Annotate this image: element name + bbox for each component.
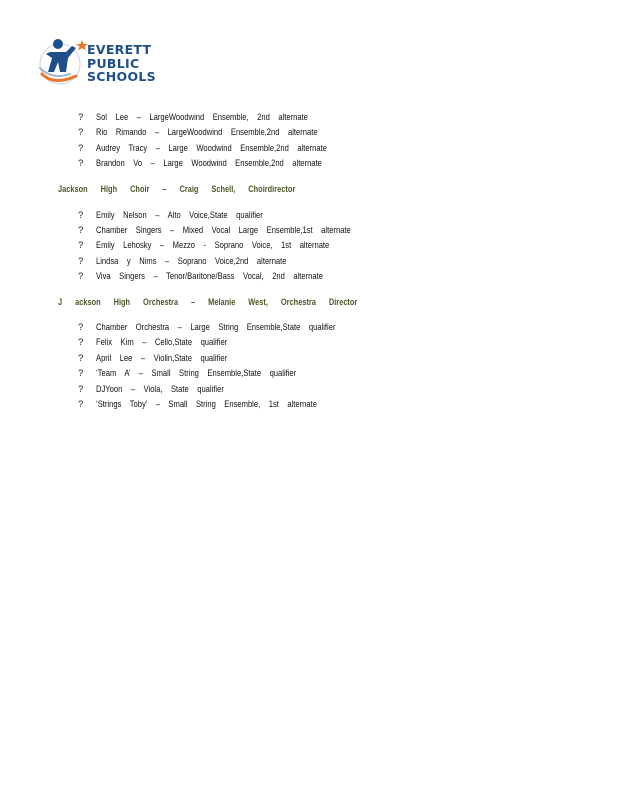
item-text: Felix Kim – Cello,State qualifier xyxy=(96,337,228,348)
item-text: ‘Strings Toby’ – Small String Ensemble, 1st alternate xyxy=(96,399,317,410)
bullet: ? xyxy=(78,256,84,267)
item-text: Lindsa y Nims – Soprano Voice,2nd alternate xyxy=(96,256,287,267)
bullet: ? xyxy=(78,143,84,154)
bullet: ? xyxy=(78,158,84,169)
logo-line-3: SCHOOLS xyxy=(87,69,156,84)
item-text: ‘Team A’ – Small String Ensemble,State qualifier xyxy=(96,368,297,379)
bullet: ? xyxy=(78,271,84,282)
logo-line-2: PUBLIC xyxy=(87,55,140,71)
item-text: Rio Rimando – LargeWoodwind Ensemble,2nd alternate xyxy=(96,127,318,138)
item-text: Chamber Orchestra – Large String Ensemble,State qualifier xyxy=(96,322,336,333)
bullet: ? xyxy=(78,353,84,364)
item-text: Brandon Vo – Large Woodwind Ensemble,2nd alternate xyxy=(96,158,322,169)
bullet: ? xyxy=(78,112,84,123)
bullet: ? xyxy=(78,240,84,251)
item-text: Emily Lehosky – Mezzo - Soprano Voice, 1st alternate xyxy=(96,240,330,251)
bullet: ? xyxy=(78,337,84,348)
item-text: Viva Singers – Tenor/Baritone/Bass Vocal, 2nd alternate xyxy=(96,271,323,282)
item-text: April Lee – Violin,State qualifier xyxy=(96,353,228,364)
section-heading-orchestra: J ackson High Orchestra – Melanie West, Orchestra Director xyxy=(58,297,358,308)
item-text: DJYoon – Viola, State qualifier xyxy=(96,384,224,395)
logo-line-1: EVERETT xyxy=(87,42,152,57)
item-text: Emily Nelson – Alto Voice,State qualifier xyxy=(96,210,263,221)
bullet: ? xyxy=(78,399,84,410)
bullet: ? xyxy=(78,127,84,138)
bullet: ? xyxy=(78,384,84,395)
bullet: ? xyxy=(78,225,84,236)
item-text: Chamber Singers – Mixed Vocal Large Ensemble,1st alternate xyxy=(96,225,351,236)
item-text: Sol Lee – LargeWoodwind Ensemble, 2nd alternate xyxy=(96,112,308,123)
section-heading-choir: Jackson High Choir – Craig Schell, Choirdirector xyxy=(58,184,296,195)
bullet: ? xyxy=(78,322,84,333)
bullet: ? xyxy=(78,368,84,379)
bullet: ? xyxy=(78,210,84,221)
item-text: Audrey Tracy – Large Woodwind Ensemble,2nd alternate xyxy=(96,143,327,154)
